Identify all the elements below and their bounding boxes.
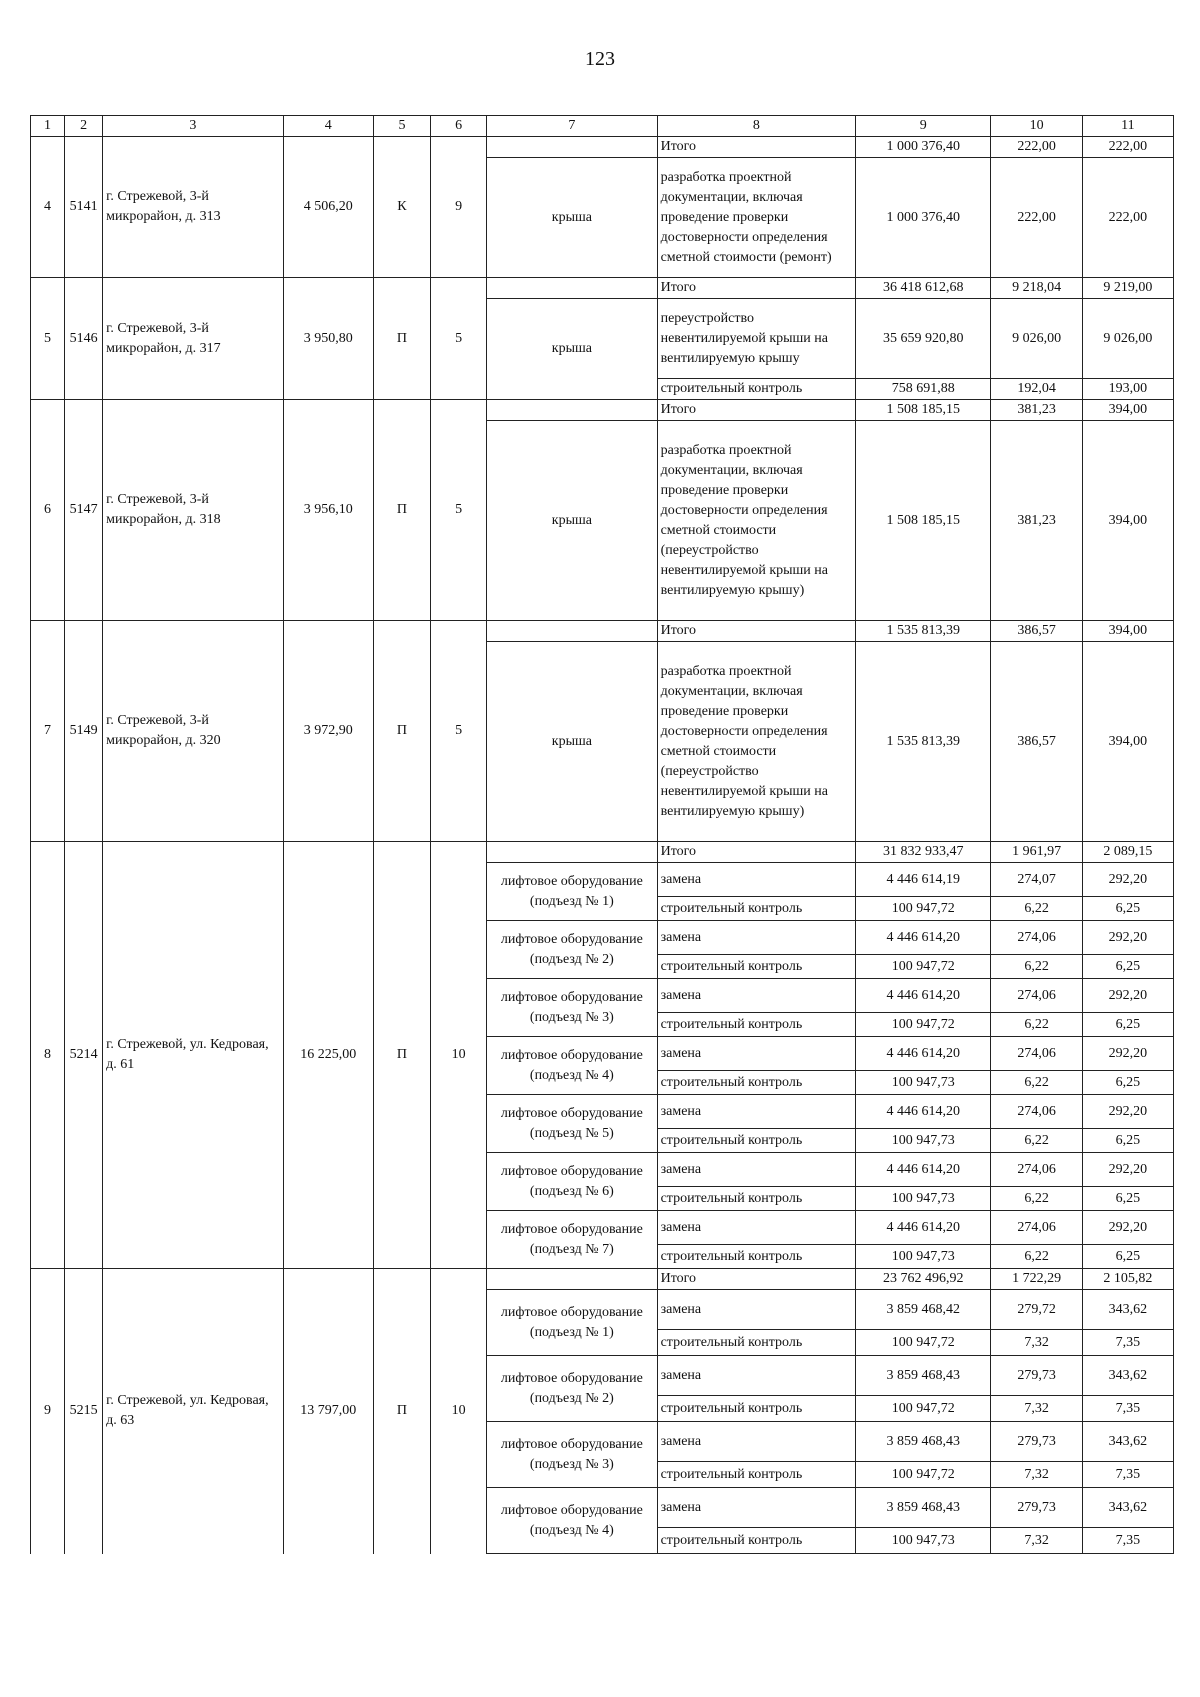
col11: 292,20 bbox=[1082, 863, 1173, 897]
work-type: переустройство невентилируемой крыши на вентилируемую крышу bbox=[657, 299, 856, 379]
total-sum: 36 418 612,68 bbox=[856, 278, 991, 299]
total-sum: 1 535 813,39 bbox=[856, 621, 991, 642]
work-type: разработка проектной документации, включая проведение проверки достоверности определения сметной стоимости (переустройство невентилируемой крыши на вентилируемую крышу) bbox=[657, 642, 856, 842]
col10: 6,22 bbox=[991, 1129, 1082, 1153]
col10: 6,22 bbox=[991, 1187, 1082, 1211]
sum: 4 446 614,20 bbox=[856, 1211, 991, 1245]
table-row bbox=[31, 400, 1174, 421]
total-col11: 394,00 bbox=[1082, 621, 1173, 642]
element: лифтовое оборудование (подъезд № 5) bbox=[487, 1095, 657, 1153]
sum: 4 446 614,19 bbox=[856, 863, 991, 897]
address: г. Стрежевой, ул. Кедровая, д. 63 bbox=[103, 1269, 283, 1554]
element-cell bbox=[487, 842, 657, 863]
work-type: строительный контроль bbox=[657, 1071, 856, 1095]
house-id: 5141 bbox=[65, 137, 103, 278]
element: крыша bbox=[487, 421, 657, 621]
col11: 343,62 bbox=[1082, 1422, 1173, 1462]
total-col11: 2 105,82 bbox=[1082, 1269, 1173, 1290]
table-row bbox=[31, 1269, 1174, 1290]
work-type: замена bbox=[657, 1422, 856, 1462]
table-row bbox=[31, 621, 1174, 642]
building-type: П bbox=[373, 278, 430, 400]
address: г. Стрежевой, 3-й микрорайон, д. 317 bbox=[103, 278, 283, 400]
col11: 343,62 bbox=[1082, 1356, 1173, 1396]
element: лифтовое оборудование (подъезд № 2) bbox=[487, 921, 657, 979]
element: лифтовое оборудование (подъезд № 1) bbox=[487, 863, 657, 921]
col11: 6,25 bbox=[1082, 955, 1173, 979]
col11: 292,20 bbox=[1082, 1095, 1173, 1129]
element: крыша bbox=[487, 642, 657, 842]
sum: 1 508 185,15 bbox=[856, 421, 991, 621]
floors: 5 bbox=[431, 400, 487, 621]
col11: 6,25 bbox=[1082, 1245, 1173, 1269]
column-number: 7 bbox=[487, 116, 657, 137]
column-number: 5 bbox=[373, 116, 430, 137]
element: лифтовое оборудование (подъезд № 1) bbox=[487, 1290, 657, 1356]
element: лифтовое оборудование (подъезд № 3) bbox=[487, 979, 657, 1037]
work-type: строительный контроль bbox=[657, 955, 856, 979]
total-sum: 31 832 933,47 bbox=[856, 842, 991, 863]
col11: 193,00 bbox=[1082, 379, 1173, 400]
work-type: строительный контроль bbox=[657, 897, 856, 921]
sum: 4 446 614,20 bbox=[856, 1037, 991, 1071]
sum: 1 000 376,40 bbox=[856, 158, 991, 278]
col10: 6,22 bbox=[991, 1071, 1082, 1095]
work-type: замена bbox=[657, 863, 856, 897]
col10: 6,22 bbox=[991, 1245, 1082, 1269]
total-label: Итого bbox=[657, 278, 856, 299]
sum: 100 947,72 bbox=[856, 1396, 991, 1422]
work-type: разработка проектной документации, включая проведение проверки достоверности определения сметной стоимости (ремонт) bbox=[657, 158, 856, 278]
element-cell bbox=[487, 621, 657, 642]
work-type: строительный контроль bbox=[657, 1330, 856, 1356]
sum: 4 446 614,20 bbox=[856, 921, 991, 955]
col10: 386,57 bbox=[991, 642, 1082, 842]
work-type: замена bbox=[657, 1356, 856, 1396]
total-col10: 222,00 bbox=[991, 137, 1082, 158]
area: 13 797,00 bbox=[283, 1269, 373, 1554]
total-col10: 9 218,04 bbox=[991, 278, 1082, 299]
col11: 394,00 bbox=[1082, 421, 1173, 621]
element-cell bbox=[487, 278, 657, 299]
col11: 7,35 bbox=[1082, 1396, 1173, 1422]
total-col10: 1 722,29 bbox=[991, 1269, 1082, 1290]
work-type: строительный контроль bbox=[657, 1187, 856, 1211]
building-type: К bbox=[373, 137, 430, 278]
address: г. Стрежевой, 3-й микрорайон, д. 318 bbox=[103, 400, 283, 621]
col10: 9 026,00 bbox=[991, 299, 1082, 379]
total-sum: 23 762 496,92 bbox=[856, 1269, 991, 1290]
col10: 192,04 bbox=[991, 379, 1082, 400]
element: крыша bbox=[487, 158, 657, 278]
col11: 7,35 bbox=[1082, 1528, 1173, 1554]
building-type: П bbox=[373, 842, 430, 1269]
row-number: 7 bbox=[31, 621, 65, 842]
work-type: разработка проектной документации, включая проведение проверки достоверности определения сметной стоимости (переустройство невентилируемой крыши на вентилируемую крышу) bbox=[657, 421, 856, 621]
house-id: 5147 bbox=[65, 400, 103, 621]
sum: 100 947,73 bbox=[856, 1071, 991, 1095]
element: лифтовое оборудование (подъезд № 2) bbox=[487, 1356, 657, 1422]
col10: 7,32 bbox=[991, 1528, 1082, 1554]
building-type: П bbox=[373, 400, 430, 621]
total-label: Итого bbox=[657, 842, 856, 863]
sum: 100 947,73 bbox=[856, 1129, 991, 1153]
col11: 6,25 bbox=[1082, 1013, 1173, 1037]
column-number: 2 bbox=[65, 116, 103, 137]
sum: 4 446 614,20 bbox=[856, 979, 991, 1013]
floors: 10 bbox=[431, 842, 487, 1269]
floors: 9 bbox=[431, 137, 487, 278]
total-col10: 381,23 bbox=[991, 400, 1082, 421]
sum: 3 859 468,43 bbox=[856, 1488, 991, 1528]
sum: 100 947,72 bbox=[856, 1330, 991, 1356]
work-type: строительный контроль bbox=[657, 379, 856, 400]
sum: 3 859 468,42 bbox=[856, 1290, 991, 1330]
sum: 100 947,72 bbox=[856, 1462, 991, 1488]
col10: 279,73 bbox=[991, 1356, 1082, 1396]
col10: 222,00 bbox=[991, 158, 1082, 278]
total-col10: 1 961,97 bbox=[991, 842, 1082, 863]
col11: 9 026,00 bbox=[1082, 299, 1173, 379]
column-number: 10 bbox=[991, 116, 1082, 137]
total-label: Итого bbox=[657, 137, 856, 158]
work-type: строительный контроль bbox=[657, 1462, 856, 1488]
col11: 292,20 bbox=[1082, 1153, 1173, 1187]
page-number: 123 bbox=[585, 48, 615, 70]
total-sum: 1 508 185,15 bbox=[856, 400, 991, 421]
work-type: строительный контроль bbox=[657, 1396, 856, 1422]
work-type: замена bbox=[657, 1153, 856, 1187]
column-number: 3 bbox=[103, 116, 283, 137]
sum: 35 659 920,80 bbox=[856, 299, 991, 379]
sum: 4 446 614,20 bbox=[856, 1153, 991, 1187]
row-number: 8 bbox=[31, 842, 65, 1269]
row-number: 6 bbox=[31, 400, 65, 621]
col11: 222,00 bbox=[1082, 158, 1173, 278]
table-row bbox=[31, 278, 1174, 299]
work-type: замена bbox=[657, 1488, 856, 1528]
col11: 292,20 bbox=[1082, 979, 1173, 1013]
col11: 292,20 bbox=[1082, 1037, 1173, 1071]
sum: 4 446 614,20 bbox=[856, 1095, 991, 1129]
element: лифтовое оборудование (подъезд № 4) bbox=[487, 1488, 657, 1554]
sum: 758 691,88 bbox=[856, 379, 991, 400]
sum: 100 947,73 bbox=[856, 1245, 991, 1269]
sum: 100 947,73 bbox=[856, 1187, 991, 1211]
col11: 343,62 bbox=[1082, 1290, 1173, 1330]
col11: 7,35 bbox=[1082, 1462, 1173, 1488]
repair-program-table bbox=[30, 115, 1174, 1554]
element-cell bbox=[487, 1269, 657, 1290]
work-type: замена bbox=[657, 979, 856, 1013]
table-row bbox=[31, 137, 1174, 158]
building-type: П bbox=[373, 1269, 430, 1554]
total-col11: 9 219,00 bbox=[1082, 278, 1173, 299]
col10: 274,06 bbox=[991, 1095, 1082, 1129]
sum: 3 859 468,43 bbox=[856, 1422, 991, 1462]
column-number: 6 bbox=[431, 116, 487, 137]
column-number: 4 bbox=[283, 116, 373, 137]
column-number-header-row bbox=[31, 116, 1174, 137]
sum: 100 947,72 bbox=[856, 897, 991, 921]
work-type: строительный контроль bbox=[657, 1528, 856, 1554]
col10: 274,07 bbox=[991, 863, 1082, 897]
col10: 7,32 bbox=[991, 1462, 1082, 1488]
col10: 6,22 bbox=[991, 897, 1082, 921]
col11: 394,00 bbox=[1082, 642, 1173, 842]
address: г. Стрежевой, 3-й микрорайон, д. 313 bbox=[103, 137, 283, 278]
row-number: 5 bbox=[31, 278, 65, 400]
area: 16 225,00 bbox=[283, 842, 373, 1269]
col10: 6,22 bbox=[991, 955, 1082, 979]
element: лифтовое оборудование (подъезд № 6) bbox=[487, 1153, 657, 1211]
house-id: 5149 bbox=[65, 621, 103, 842]
area: 3 950,80 bbox=[283, 278, 373, 400]
sum: 100 947,73 bbox=[856, 1528, 991, 1554]
element-cell bbox=[487, 400, 657, 421]
col10: 279,73 bbox=[991, 1488, 1082, 1528]
sum: 100 947,72 bbox=[856, 1013, 991, 1037]
col11: 7,35 bbox=[1082, 1330, 1173, 1356]
total-col11: 2 089,15 bbox=[1082, 842, 1173, 863]
area: 4 506,20 bbox=[283, 137, 373, 278]
floors: 5 bbox=[431, 278, 487, 400]
col11: 6,25 bbox=[1082, 1187, 1173, 1211]
column-number: 11 bbox=[1082, 116, 1173, 137]
building-type: П bbox=[373, 621, 430, 842]
sum: 3 859 468,43 bbox=[856, 1356, 991, 1396]
element-cell bbox=[487, 137, 657, 158]
total-col11: 394,00 bbox=[1082, 400, 1173, 421]
total-label: Итого bbox=[657, 621, 856, 642]
col10: 381,23 bbox=[991, 421, 1082, 621]
col11: 292,20 bbox=[1082, 921, 1173, 955]
house-id: 5146 bbox=[65, 278, 103, 400]
column-number: 9 bbox=[856, 116, 991, 137]
work-type: строительный контроль bbox=[657, 1129, 856, 1153]
work-type: замена bbox=[657, 1290, 856, 1330]
col10: 7,32 bbox=[991, 1330, 1082, 1356]
col10: 279,73 bbox=[991, 1422, 1082, 1462]
col10: 274,06 bbox=[991, 1153, 1082, 1187]
row-number: 9 bbox=[31, 1269, 65, 1554]
element: лифтовое оборудование (подъезд № 7) bbox=[487, 1211, 657, 1269]
area: 3 972,90 bbox=[283, 621, 373, 842]
col10: 274,06 bbox=[991, 1211, 1082, 1245]
house-id: 5214 bbox=[65, 842, 103, 1269]
col10: 6,22 bbox=[991, 1013, 1082, 1037]
address: г. Стрежевой, 3-й микрорайон, д. 320 bbox=[103, 621, 283, 842]
element: лифтовое оборудование (подъезд № 3) bbox=[487, 1422, 657, 1488]
total-label: Итого bbox=[657, 400, 856, 421]
column-number: 8 bbox=[657, 116, 856, 137]
work-type: строительный контроль bbox=[657, 1013, 856, 1037]
element: крыша bbox=[487, 299, 657, 400]
area: 3 956,10 bbox=[283, 400, 373, 621]
col10: 274,06 bbox=[991, 979, 1082, 1013]
total-col10: 386,57 bbox=[991, 621, 1082, 642]
total-col11: 222,00 bbox=[1082, 137, 1173, 158]
element: лифтовое оборудование (подъезд № 4) bbox=[487, 1037, 657, 1095]
house-id: 5215 bbox=[65, 1269, 103, 1554]
work-type: замена bbox=[657, 1095, 856, 1129]
work-type: замена bbox=[657, 1037, 856, 1071]
col10: 279,72 bbox=[991, 1290, 1082, 1330]
row-number: 4 bbox=[31, 137, 65, 278]
column-number: 1 bbox=[31, 116, 65, 137]
floors: 10 bbox=[431, 1269, 487, 1554]
col11: 6,25 bbox=[1082, 1129, 1173, 1153]
col10: 274,06 bbox=[991, 921, 1082, 955]
address: г. Стрежевой, ул. Кедровая, д. 61 bbox=[103, 842, 283, 1269]
col10: 7,32 bbox=[991, 1396, 1082, 1422]
total-sum: 1 000 376,40 bbox=[856, 137, 991, 158]
sum: 100 947,72 bbox=[856, 955, 991, 979]
table-row bbox=[31, 842, 1174, 863]
work-type: замена bbox=[657, 1211, 856, 1245]
col10: 274,06 bbox=[991, 1037, 1082, 1071]
col11: 292,20 bbox=[1082, 1211, 1173, 1245]
total-label: Итого bbox=[657, 1269, 856, 1290]
work-type: строительный контроль bbox=[657, 1245, 856, 1269]
sum: 1 535 813,39 bbox=[856, 642, 991, 842]
col11: 6,25 bbox=[1082, 897, 1173, 921]
work-type: замена bbox=[657, 921, 856, 955]
floors: 5 bbox=[431, 621, 487, 842]
col11: 6,25 bbox=[1082, 1071, 1173, 1095]
col11: 343,62 bbox=[1082, 1488, 1173, 1528]
